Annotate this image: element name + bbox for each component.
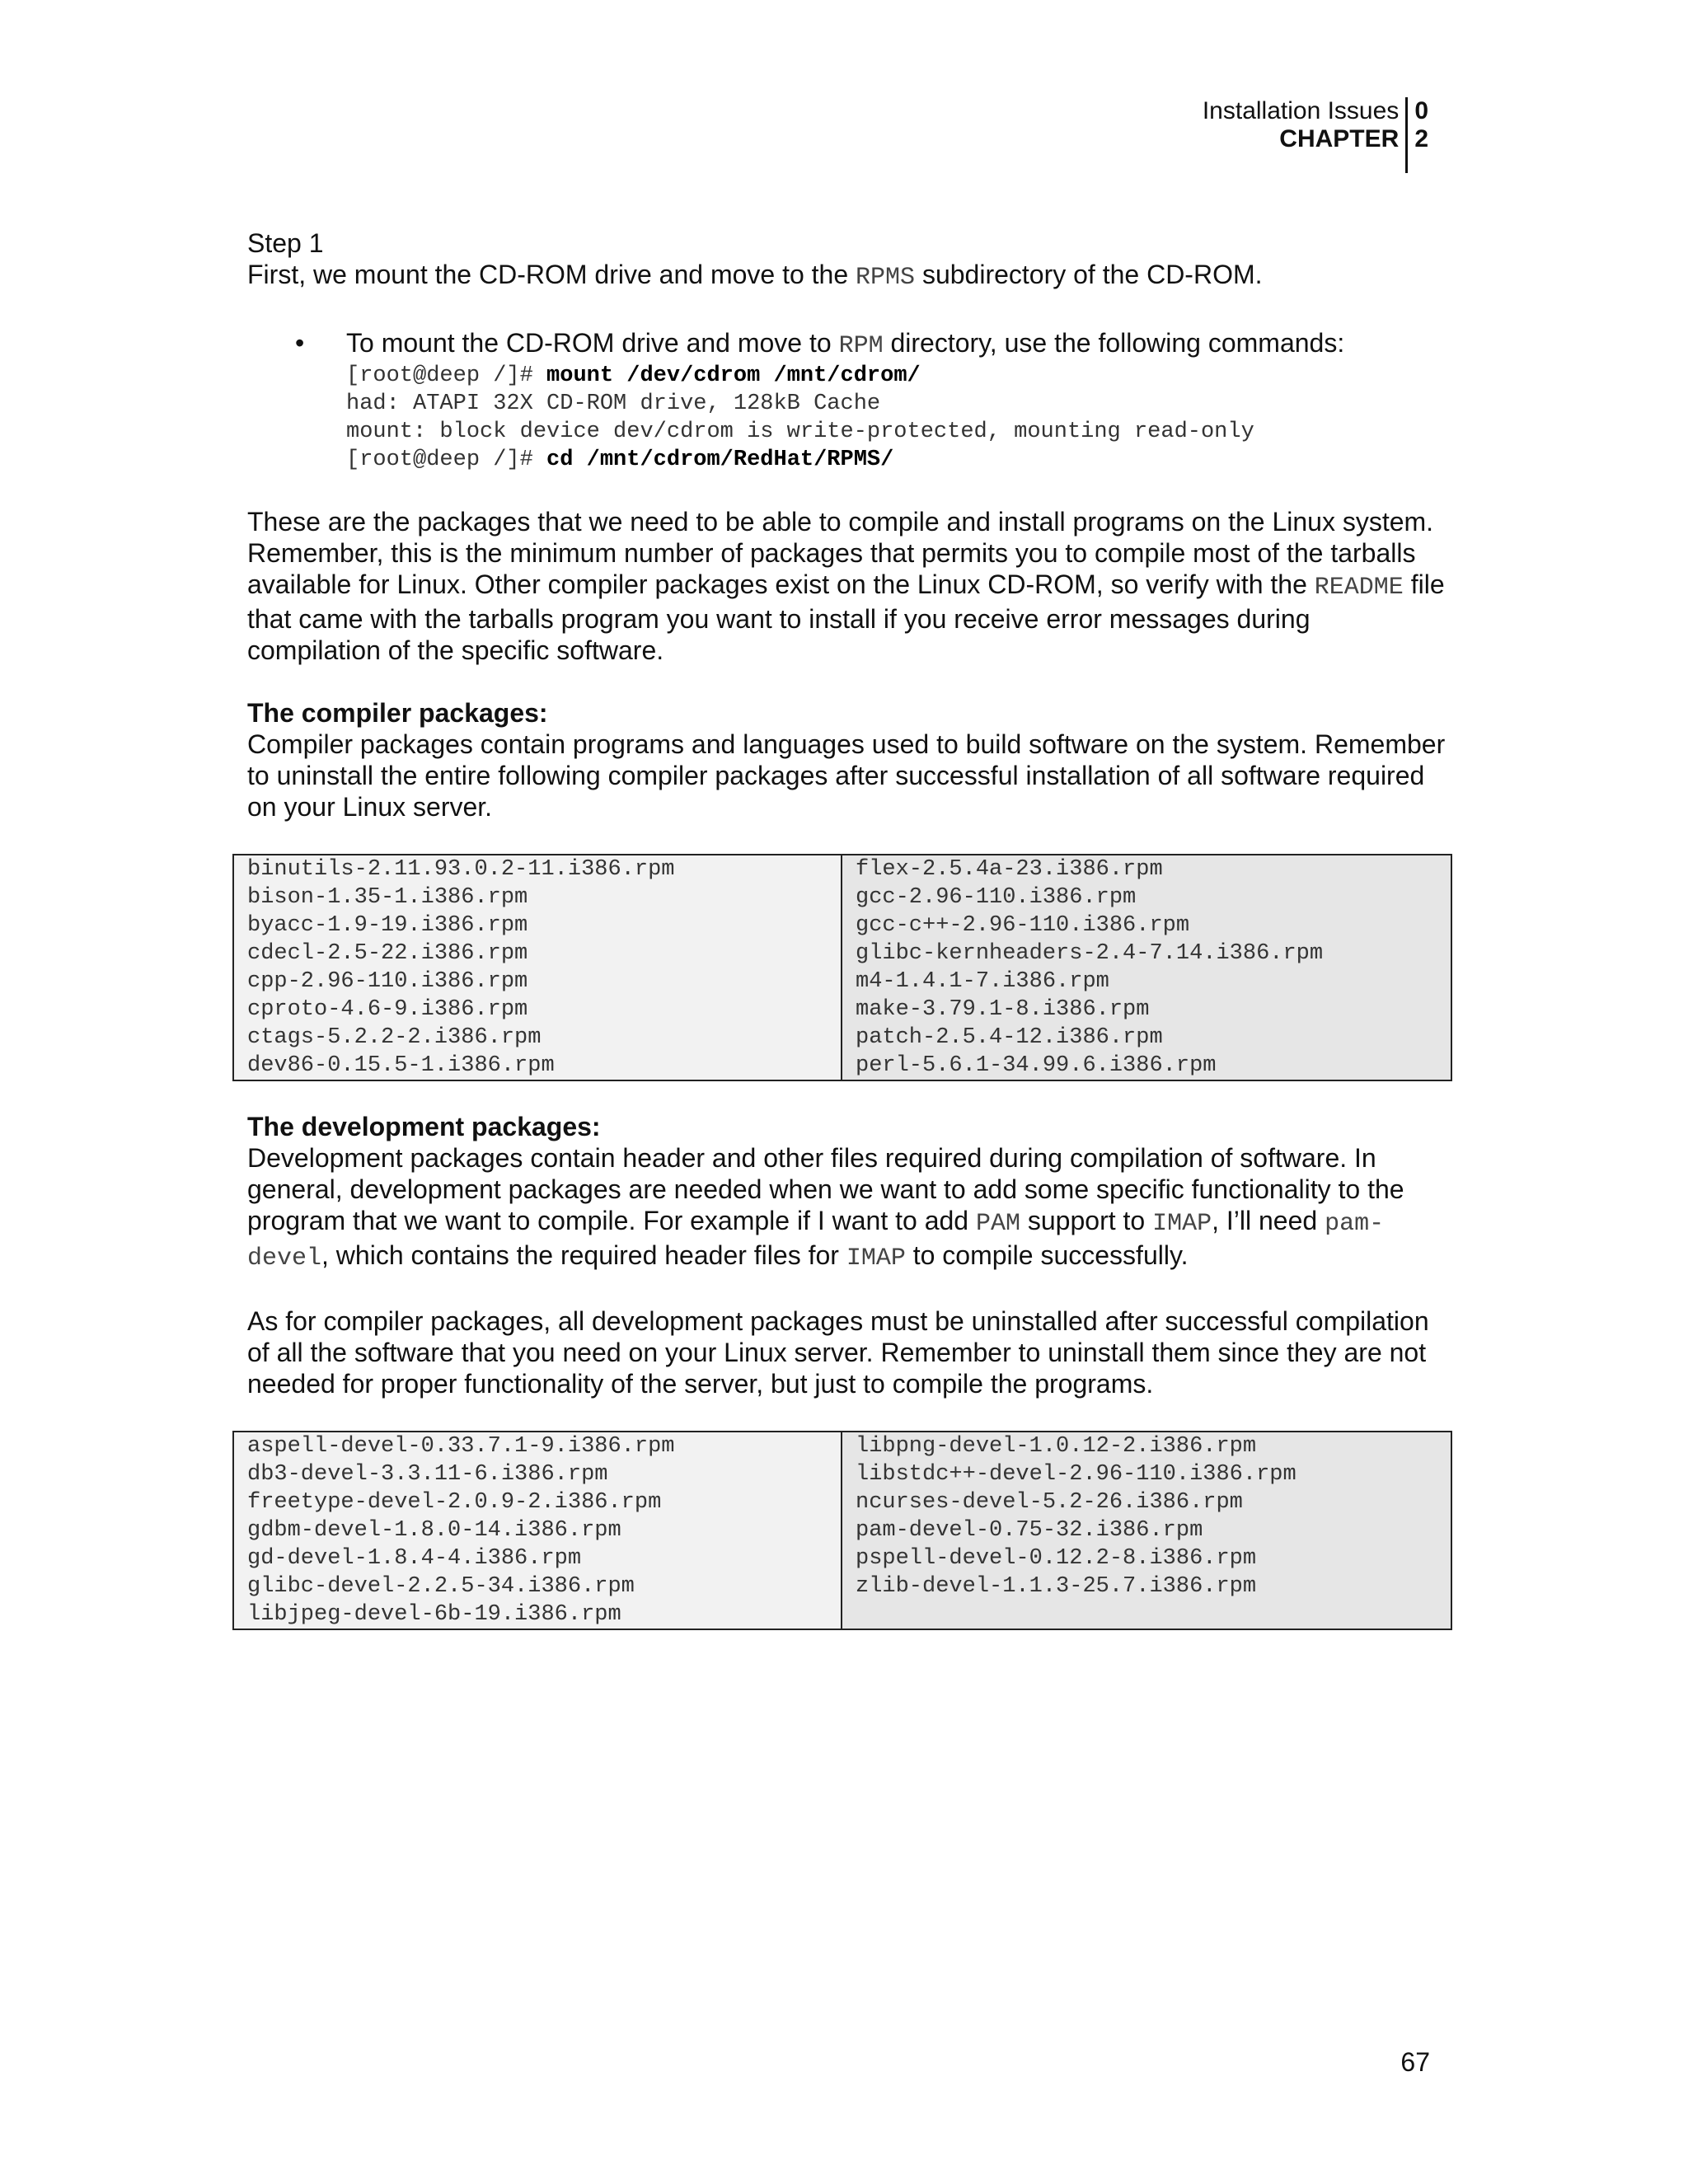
development-text	[247, 1142, 1451, 1274]
chapter-number	[1408, 97, 1428, 173]
dev-text-1: Development packages contain header and other files required during compilation of software. In general, development packages are needed when we want to add some specific functionality to the program that we want to compile. For example if I want to add	[247, 1143, 1404, 1235]
package-item: patch-2.5.4-12.i386.rpm	[856, 1025, 1163, 1050]
bullet-text	[346, 327, 1451, 362]
imap-code-2: IMAP	[846, 1244, 906, 1272]
command-line-1	[346, 362, 1451, 390]
intro-text-before: These are the packages that we need to be able to compile and install programs on the Linux system. Remember, this is the minimum number of packages that permits you to compile most of the tarballs available for Linux. Other compiler packages exist on the Linux CD-ROM, so verify with the	[247, 507, 1434, 599]
package-item: pspell-devel-0.12.2-8.i386.rpm	[856, 1546, 1257, 1571]
package-item: gdbm-devel-1.8.0-14.i386.rpm	[247, 1518, 621, 1543]
development-section	[247, 1111, 1451, 1399]
package-item: flex-2.5.4a-23.i386.rpm	[856, 857, 1163, 882]
package-item: gcc-2.96-110.i386.rpm	[856, 885, 1137, 910]
compiler-section	[247, 697, 1451, 823]
development-packages-table	[232, 1431, 1452, 1630]
command-output-2: mount: block device dev/cdrom is write-protected, mounting read-only	[346, 419, 1254, 444]
command-line-2	[346, 446, 1451, 474]
package-item: zlib-devel-1.1.3-25.7.i386.rpm	[856, 1574, 1257, 1599]
development-note: As for compiler packages, all development packages must be uninstalled after successful compilation of all the software that you need on your Linux server. Remember to uninstall them since they are not needed for proper functionality of the server, but just to compile the programs.	[247, 1306, 1429, 1399]
chapter-digit-1: 0	[1414, 97, 1428, 124]
command-output-1: had: ATAPI 32X CD-ROM drive, 128kB Cache	[346, 391, 881, 416]
chapter-label: CHAPTER	[1279, 125, 1400, 152]
compiler-packages-right	[842, 855, 1451, 1080]
package-item: glibc-kernheaders-2.4-7.14.i386.rpm	[856, 941, 1324, 966]
dev-text-4: , which contains the required header files for	[321, 1240, 846, 1270]
page-header	[1203, 97, 1428, 173]
compiler-text: Compiler packages contain programs and languages used to build software on the system. Remember to uninstall the entire following compiler packages after successful installation of all software required on your Linux server.	[247, 729, 1446, 822]
package-item: glibc-devel-2.2.5-34.i386.rpm	[247, 1574, 635, 1599]
step-text	[247, 259, 1451, 293]
intro-text-after: file that came with the tarballs program you want to install if you receive error messages during compilation of the specific software.	[247, 569, 1445, 665]
dev-text-3: , I’ll need	[1212, 1206, 1325, 1235]
chapter-title: Installation Issues	[1202, 97, 1400, 124]
pam-devel-code: pam-devel	[247, 1210, 1385, 1272]
package-item: ctags-5.2.2-2.i386.rpm	[247, 1025, 542, 1050]
package-item: freetype-devel-2.0.9-2.i386.rpm	[247, 1490, 662, 1515]
imap-code: IMAP	[1152, 1210, 1212, 1238]
bullet-symbol: •	[295, 328, 305, 358]
compiler-packages-table	[232, 854, 1452, 1081]
package-item: libpng-devel-1.0.12-2.i386.rpm	[856, 1434, 1257, 1459]
readme-code: README	[1314, 574, 1404, 602]
package-item: cpp-2.96-110.i386.rpm	[247, 969, 528, 994]
chapter-digit-2: 2	[1414, 125, 1428, 152]
command-prompt: [root@deep /]#	[346, 448, 547, 472]
development-heading: The development packages:	[247, 1112, 601, 1141]
package-item: make-3.79.1-8.i386.rpm	[856, 997, 1150, 1022]
step-text-after: subdirectory of the CD-ROM.	[915, 260, 1263, 289]
rpm-code: RPM	[838, 332, 884, 360]
package-item: byacc-1.9-19.i386.rpm	[247, 913, 528, 938]
package-item: bison-1.35-1.i386.rpm	[247, 885, 528, 910]
bullet-body	[346, 327, 1451, 474]
command-mount: mount /dev/cdrom /mnt/cdrom/	[546, 363, 921, 388]
step-heading: Step 1	[247, 228, 324, 258]
package-item: dev86-0.15.5-1.i386.rpm	[247, 1053, 555, 1078]
package-item: db3-devel-3.3.11-6.i386.rpm	[247, 1462, 608, 1487]
packages-intro	[247, 506, 1451, 666]
package-item: binutils-2.11.93.0.2-11.i386.rpm	[247, 857, 675, 882]
step-text-before: First, we mount the CD-ROM drive and move to the	[247, 260, 856, 289]
header-labels	[1203, 97, 1405, 173]
step-block	[247, 227, 1451, 293]
package-item: gd-devel-1.8.4-4.i386.rpm	[247, 1546, 582, 1571]
page-number: 67	[1400, 2047, 1430, 2077]
package-item: cdecl-2.5-22.i386.rpm	[247, 941, 528, 966]
command-prompt: [root@deep /]#	[346, 363, 547, 388]
command-cd: cd /mnt/cdrom/RedHat/RPMS/	[546, 448, 894, 472]
package-item: aspell-devel-0.33.7.1-9.i386.rpm	[247, 1434, 675, 1459]
package-item: pam-devel-0.75-32.i386.rpm	[856, 1518, 1203, 1543]
dev-text-5: to compile successfully.	[905, 1240, 1189, 1270]
rpms-code: RPMS	[856, 264, 916, 292]
bullet-text-after: directory, use the following commands:	[883, 328, 1345, 358]
compiler-heading: The compiler packages:	[247, 698, 548, 728]
development-packages-right	[842, 1432, 1451, 1629]
pam-code: PAM	[975, 1210, 1020, 1238]
compiler-packages-left	[234, 855, 842, 1080]
package-item: ncurses-devel-5.2-26.i386.rpm	[856, 1490, 1243, 1515]
bullet-text-before: To mount the CD-ROM drive and move to	[346, 328, 839, 358]
package-item: cproto-4.6-9.i386.rpm	[247, 997, 528, 1022]
package-item: m4-1.4.1-7.i386.rpm	[856, 969, 1109, 994]
package-item: gcc-c++-2.96-110.i386.rpm	[856, 913, 1190, 938]
development-packages-left	[234, 1432, 842, 1629]
package-item: libstdc++-devel-2.96-110.i386.rpm	[856, 1462, 1296, 1487]
dev-text-2: support to	[1020, 1206, 1153, 1235]
packages-intro-text	[247, 506, 1451, 666]
package-item: perl-5.6.1-34.99.6.i386.rpm	[856, 1053, 1217, 1078]
package-item: libjpeg-devel-6b-19.i386.rpm	[247, 1602, 621, 1627]
